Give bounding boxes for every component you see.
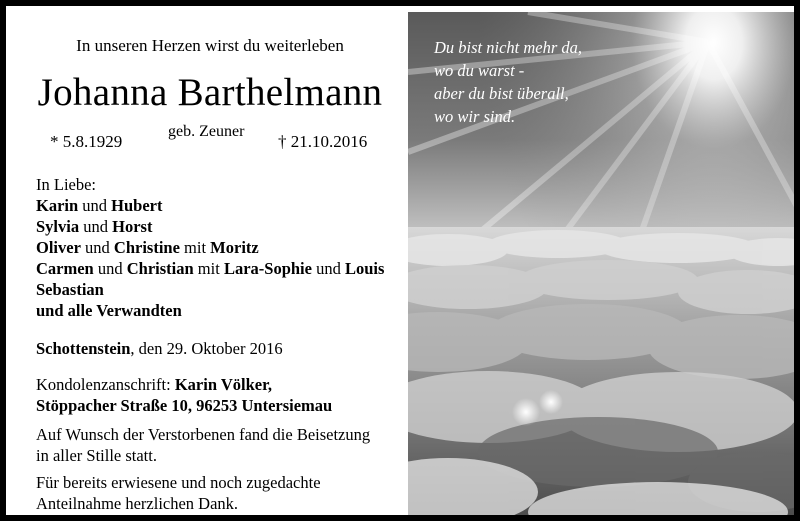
mourner-line — [36, 216, 384, 237]
maiden-name: geb. Zeuner — [168, 123, 245, 140]
mourner-name: Louis — [344, 259, 385, 278]
mourners-list — [36, 174, 384, 321]
condolence-street: Stöppacher Straße 10, 96253 Untersiemau — [36, 396, 333, 415]
mourner-connector: und — [311, 259, 345, 278]
mourner-name: Horst — [112, 217, 153, 236]
mourner-line — [36, 300, 384, 321]
mourner-name: Christian — [126, 259, 194, 278]
mourner-connector: und — [79, 217, 113, 236]
funeral-line: Auf Wunsch der Verstorbenen fand die Beisetzung — [36, 425, 371, 444]
thanks-line: Anteilnahme herzlichen Dank. — [36, 494, 239, 513]
condolence-address — [36, 374, 332, 416]
mourner-line — [36, 279, 384, 300]
mourner-connector: und — [78, 196, 112, 215]
mourner-name: Karin — [36, 196, 79, 215]
poem-line: aber du bist überall, — [434, 84, 569, 103]
mourner-name: Carmen — [36, 259, 94, 278]
deceased-name: Johanna Barthelmann — [37, 71, 383, 114]
mourner-name: Sebastian — [36, 280, 104, 299]
clouds-image-panel — [408, 12, 800, 521]
mourners-intro: In Liebe: — [36, 175, 97, 194]
mourner-name: Oliver — [36, 238, 81, 257]
condolence-label: Kondolenzanschrift: — [36, 375, 175, 394]
mourner-name: Moritz — [210, 238, 259, 257]
place-name: Schottenstein — [36, 339, 131, 358]
mourner-name: Christine — [113, 238, 180, 257]
mourner-connector: und — [80, 238, 114, 257]
place-date — [36, 338, 283, 359]
death-date: † 21.10.2016 — [278, 132, 368, 151]
mourner-name: und alle Verwandten — [36, 301, 182, 320]
mourner-lines — [36, 195, 384, 321]
motto: In unseren Herzen wirst du weiterleben — [76, 36, 344, 55]
funeral-line: in aller Stille statt. — [36, 446, 157, 465]
mourner-name: Sylvia — [36, 217, 80, 236]
thanks-line: Für bereits erwiesene und noch zugedachte — [36, 473, 321, 492]
thanks-note — [36, 472, 321, 514]
poem — [434, 36, 582, 128]
poem-line: wo wir sind. — [434, 107, 516, 126]
funeral-note — [36, 424, 370, 466]
date-text: , den 29. Oktober 2016 — [130, 339, 283, 358]
poem-line: Du bist nicht mehr da, — [434, 38, 583, 57]
mourner-name: Lara-Sophie — [223, 259, 312, 278]
birth-date: * 5.8.1929 — [50, 132, 123, 151]
poem-line: wo du warst - — [434, 61, 525, 80]
mourner-connector: mit — [193, 259, 224, 278]
mourner-line — [36, 237, 384, 258]
mourner-line — [36, 258, 384, 279]
mourner-name: Hubert — [111, 196, 163, 215]
mourner-connector: und — [93, 259, 127, 278]
condolence-name: Karin Völker, — [174, 375, 273, 394]
mourner-connector: mit — [179, 238, 211, 257]
mourner-line — [36, 195, 384, 216]
text-panel — [12, 12, 408, 521]
